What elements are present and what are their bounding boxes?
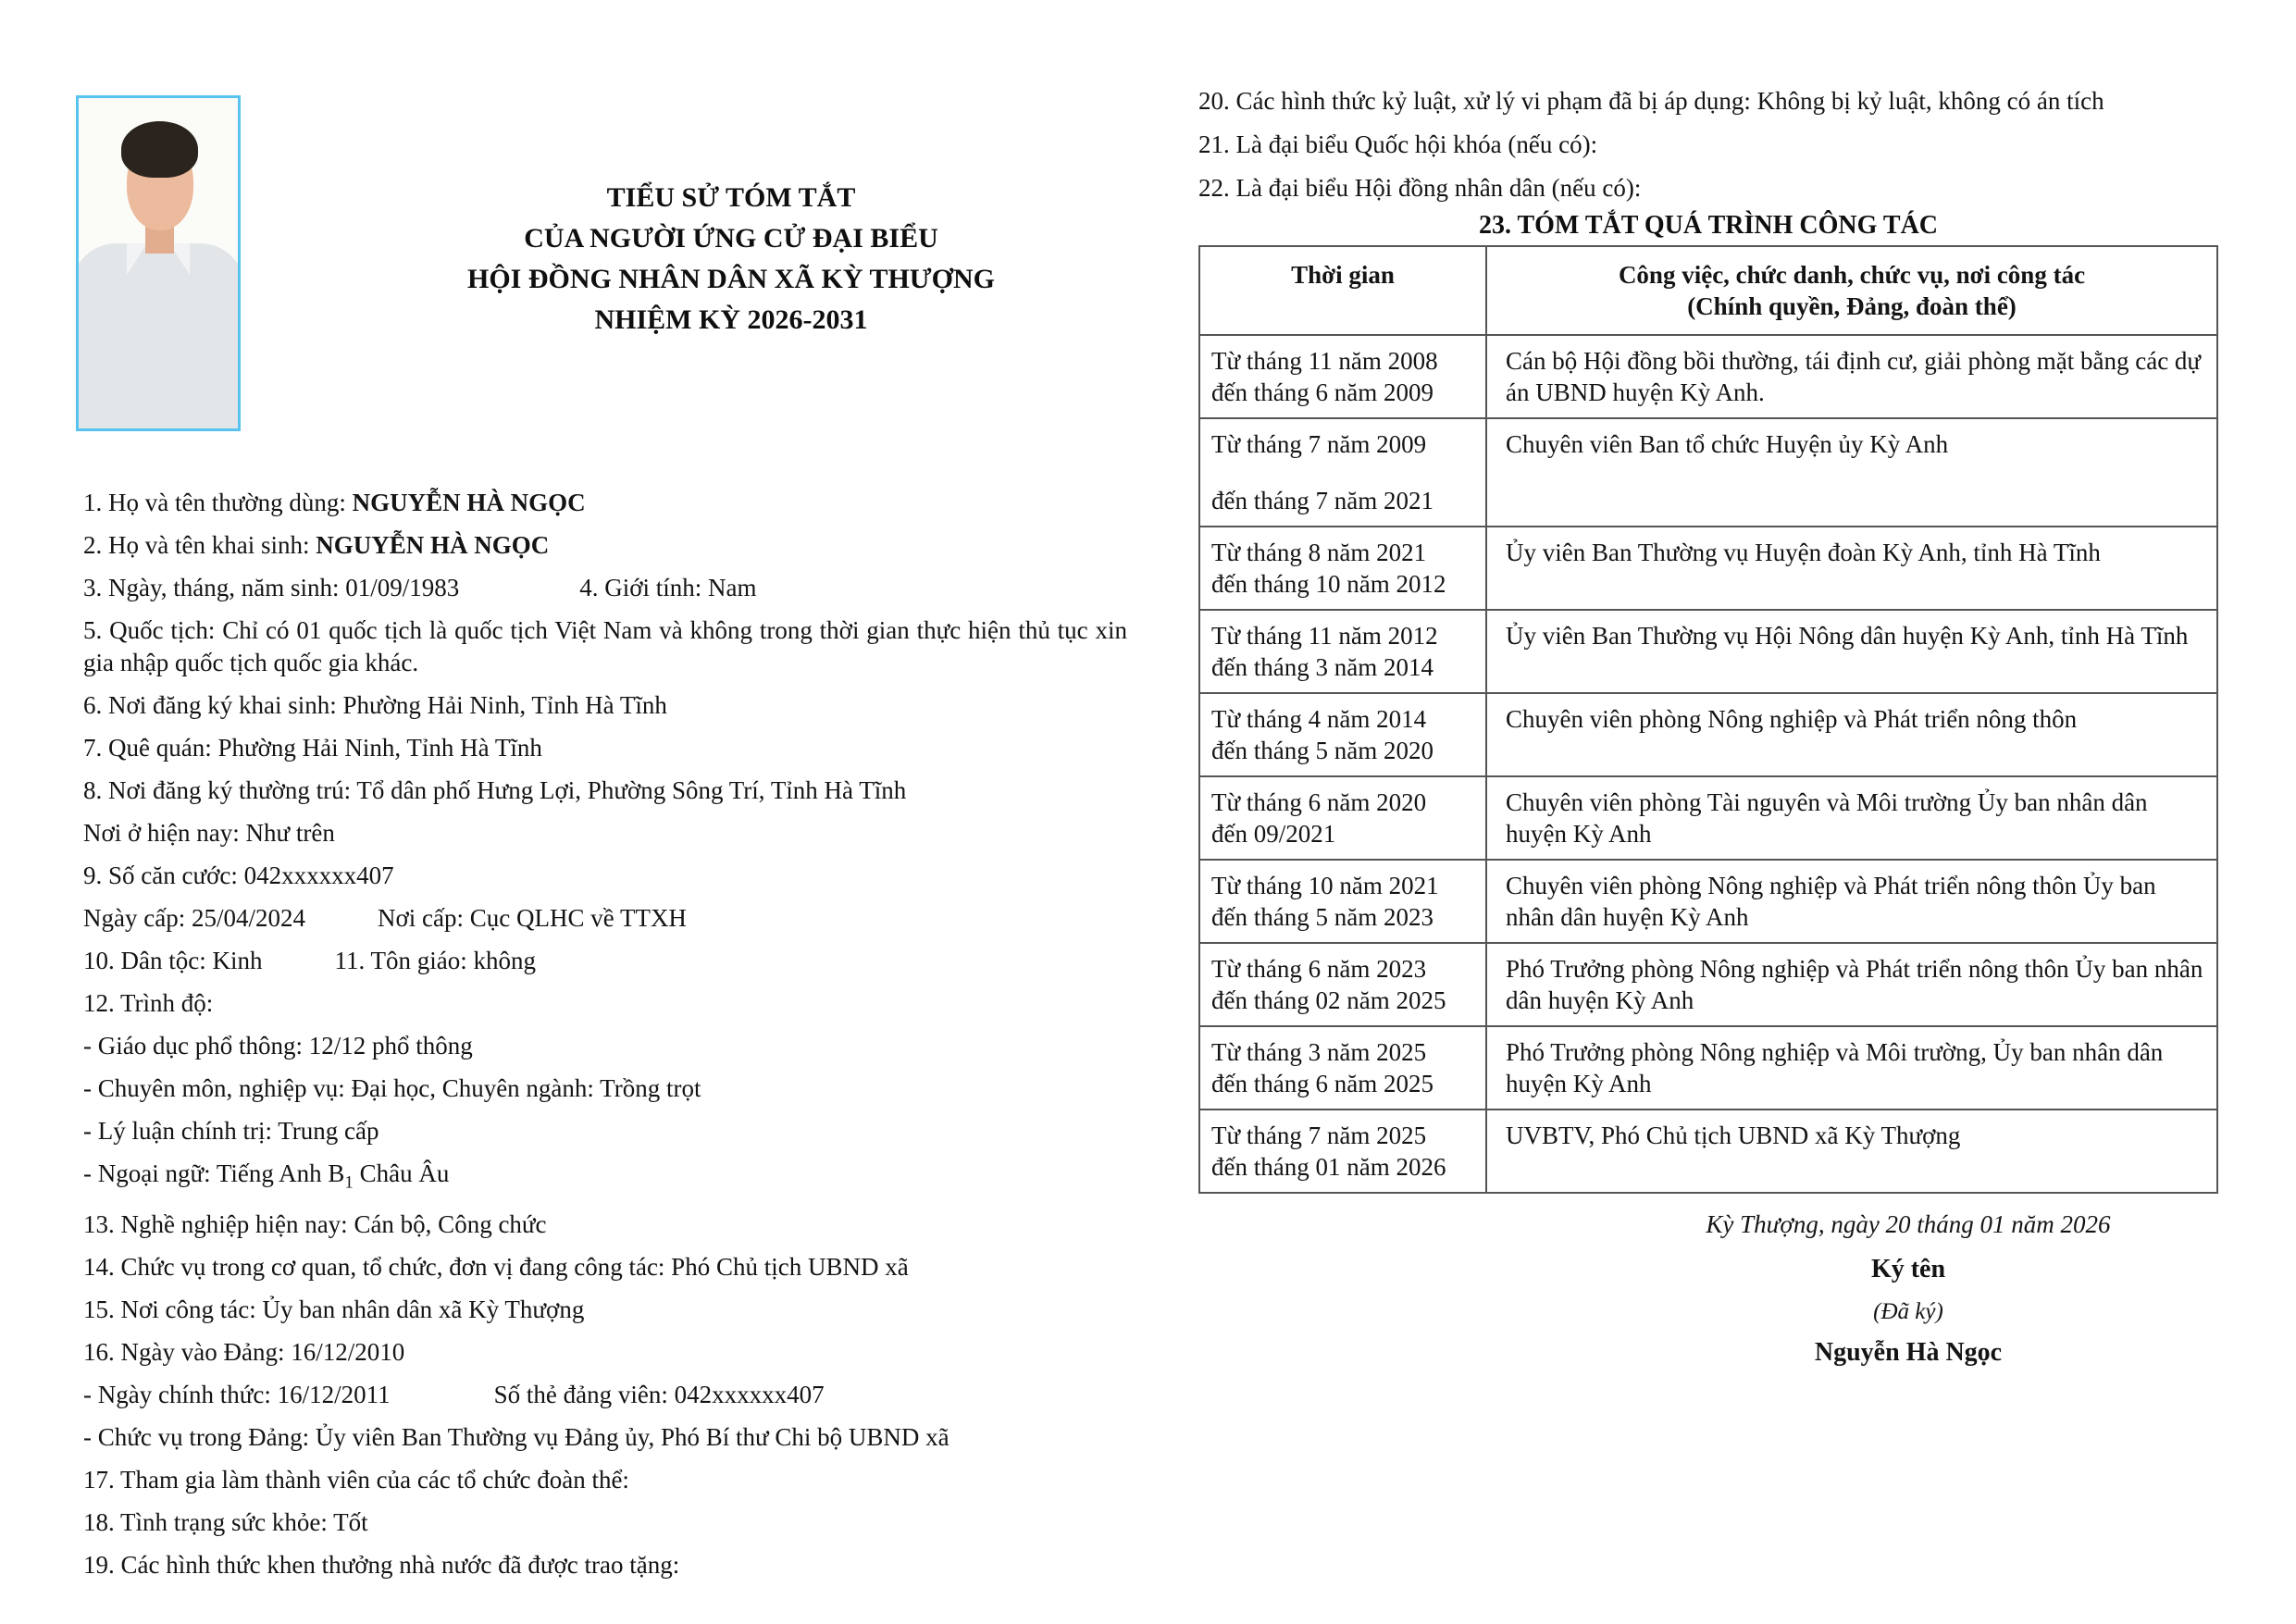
career-row [1199, 527, 2217, 610]
text-segment: 17. Tham gia làm thành viên của các tổ chức đoàn thể: [83, 1466, 629, 1494]
text-segment: 14. Chức vụ trong cơ quan, tổ chức, đơn vị đang công tác: Phó Chủ tịch UBND xã [83, 1253, 909, 1282]
time-cell [1199, 418, 1486, 527]
time-line: Từ tháng 11 năm 2012 [1211, 622, 1438, 650]
text-segment: 11. Tôn giáo: không [334, 947, 536, 974]
career-row [1199, 860, 2217, 943]
list-item [83, 1379, 1127, 1411]
time-line: Từ tháng 11 năm 2008 [1211, 347, 1438, 375]
text-segment: 10. Dân tộc: Kinh [83, 947, 263, 974]
list-item [83, 1115, 1127, 1147]
text-segment: Châu Âu [353, 1159, 450, 1187]
time-line: đến tháng 10 năm 2012 [1211, 570, 1446, 598]
time-line: Từ tháng 6 năm 2020 [1211, 788, 1427, 816]
text-segment: Nơi ở hiện nay: Như trên [83, 819, 335, 847]
time-line: Từ tháng 10 năm 2021 [1211, 872, 1439, 899]
text-segment: 1 [344, 1172, 354, 1193]
list-item [83, 614, 1127, 679]
title-line-1: TIỂU SỬ TÓM TẮT [606, 182, 856, 213]
time-line: đến tháng 6 năm 2009 [1211, 378, 1433, 406]
text-segment: 3. Ngày, tháng, năm sinh: 01/09/1983 [83, 574, 460, 601]
list-item [83, 945, 1127, 977]
signature-place-date: Kỳ Thượng, ngày 20 tháng 01 năm 2026 [1706, 1210, 2111, 1238]
list-item [83, 1158, 1127, 1198]
time-line: đến tháng 5 năm 2020 [1211, 737, 1433, 764]
text-segment: 1. Họ và tên thường dùng: [83, 489, 353, 516]
text-segment: Ngày cấp: 25/04/2024 [83, 904, 305, 932]
time-cell [1199, 1110, 1486, 1193]
time-cell [1199, 943, 1486, 1026]
title-line-4: NHIỆM KỲ 2026-2031 [594, 304, 868, 335]
time-line: đến tháng 5 năm 2023 [1211, 903, 1433, 931]
time-line: Từ tháng 7 năm 2009 [1211, 430, 1427, 458]
personal-info-list [83, 487, 1127, 1592]
text-segment: 22. Là đại biểu Hội đồng nhân dân (nếu có): [1198, 174, 1642, 202]
text-segment: 7. Quê quán: Phường Hải Ninh, Tỉnh Hà Tĩnh [83, 734, 542, 762]
work-cell: Ủy viên Ban Thường vụ Huyện đoàn Kỳ Anh, tỉnh Hà Tĩnh [1486, 527, 2217, 610]
list-item [83, 987, 1127, 1020]
time-line: Từ tháng 7 năm 2025 [1211, 1122, 1427, 1149]
list-item [1198, 172, 2233, 205]
text-segment: NGUYỄN HÀ NGỌC [352, 489, 586, 516]
list-item [83, 487, 1127, 519]
signature-block [1584, 1210, 2232, 1368]
title-line-3: HỘI ĐỒNG NHÂN DÂN XÃ KỲ THƯỢNG [466, 264, 995, 294]
title-line-2: CỦA NGƯỜI ỨNG CỬ ĐẠI BIỂU [524, 223, 938, 254]
list-item [83, 1294, 1127, 1326]
work-cell: Phó Trưởng phòng Nông nghiệp và Môi trường, Ủy ban nhân dân huyện Kỳ Anh [1486, 1026, 2217, 1110]
text-segment: 16. Ngày vào Đảng: 16/12/2010 [83, 1338, 405, 1367]
time-line: Từ tháng 8 năm 2021 [1211, 539, 1427, 566]
career-row [1199, 1026, 2217, 1110]
career-row [1199, 610, 2217, 693]
time-line: đến tháng 01 năm 2026 [1211, 1153, 1446, 1181]
list-item [1198, 85, 2233, 118]
list-item [83, 775, 1127, 807]
list-item [83, 1464, 1127, 1496]
time-cell [1199, 527, 1486, 610]
work-cell: Ủy viên Ban Thường vụ Hội Nông dân huyện Kỳ Anh, tỉnh Hà Tĩnh [1486, 610, 2217, 693]
time-cell [1199, 776, 1486, 860]
time-cell [1199, 335, 1486, 418]
time-line: Từ tháng 6 năm 2023 [1211, 955, 1427, 983]
list-item [1198, 129, 2233, 161]
signature-label: Ký tên [1870, 1255, 1946, 1283]
time-line: đến tháng 7 năm 2021 [1211, 487, 1433, 514]
time-cell [1199, 693, 1486, 776]
list-item [83, 817, 1127, 849]
work-cell: Phó Trưởng phòng Nông nghiệp và Phát triển nông thôn Ủy ban nhân dân huyện Kỳ Anh [1486, 943, 2217, 1026]
list-item [83, 860, 1127, 892]
text-segment: 12. Trình độ: [83, 989, 214, 1017]
list-item [83, 1072, 1127, 1105]
career-history-table [1198, 245, 2218, 1194]
photo-hair [121, 121, 198, 178]
time-line: Từ tháng 3 năm 2025 [1211, 1038, 1427, 1066]
list-item [83, 572, 1127, 604]
time-cell [1199, 860, 1486, 943]
work-cell: Chuyên viên phòng Nông nghiệp và Phát triển nông thôn Ủy ban nhân dân huyện Kỳ Anh [1486, 860, 2217, 943]
career-row [1199, 693, 2217, 776]
text-segment: 19. Các hình thức khen thưởng nhà nước đã được trao tặng: [83, 1551, 680, 1580]
list-item [83, 1030, 1127, 1062]
portrait-photo [76, 95, 241, 431]
text-segment: - Chức vụ trong Đảng: Ủy viên Ban Thường vụ Đảng ủy, Phó Bí thư Chi bộ UBND xã [83, 1423, 949, 1452]
list-item [83, 1549, 1127, 1581]
work-cell: Chuyên viên Ban tổ chức Huyện ủy Kỳ Anh [1486, 418, 2217, 527]
time-cell [1199, 610, 1486, 693]
work-cell: Chuyên viên phòng Nông nghiệp và Phát triển nông thôn [1486, 693, 2217, 776]
career-row [1199, 1110, 2217, 1193]
list-item [83, 529, 1127, 562]
list-item [83, 1251, 1127, 1283]
text-segment: 4. Giới tính: Nam [579, 574, 757, 601]
list-item [83, 902, 1127, 935]
text-segment: NGUYỄN HÀ NGỌC [316, 531, 550, 559]
work-cell: Chuyên viên phòng Tài nguyên và Môi trường Ủy ban nhân dân huyện Kỳ Anh [1486, 776, 2217, 860]
column-header-work-line1: Công việc, chức danh, chức vụ, nơi công tác [1618, 261, 2086, 289]
column-header-work-line2: (Chính quyền, Đảng, đoàn thể) [1687, 292, 2017, 320]
column-header-time: Thời gian [1199, 246, 1486, 335]
text-segment: Số thẻ đảng viên: 042xxxxxx407 [493, 1381, 825, 1409]
text-segment: - Chuyên môn, nghiệp vụ: Đại học, Chuyên ngành: Trồng trọt [83, 1074, 701, 1102]
work-cell: UVBTV, Phó Chủ tịch UBND xã Kỳ Thượng [1486, 1110, 2217, 1193]
list-item [83, 1209, 1127, 1241]
photo-shirt [76, 243, 241, 428]
time-line: đến 09/2021 [1211, 820, 1336, 848]
text-segment: - Giáo dục phổ thông: 12/12 phổ thông [83, 1032, 473, 1060]
text-segment: Nơi cấp: Cục QLHC về TTXH [377, 904, 687, 932]
text-segment: 13. Nghề nghiệp hiện nay: Cán bộ, Công chức [83, 1210, 547, 1239]
time-line: đến tháng 3 năm 2014 [1211, 653, 1433, 681]
career-table-heading: 23. TÓM TẮT QUÁ TRÌNH CÔNG TÁC [1478, 211, 1939, 240]
time-line: đến tháng 02 năm 2025 [1211, 986, 1446, 1014]
time-line: đến tháng 6 năm 2025 [1211, 1070, 1433, 1097]
signature-name: Nguyễn Hà Ngọc [1814, 1338, 2003, 1367]
text-segment: 15. Nơi công tác: Ủy ban nhân dân xã Kỳ Thượng [83, 1295, 585, 1324]
text-segment: 5. Quốc tịch: Chỉ có 01 quốc tịch là quốc tịch Việt Nam và không trong thời gian thực hiện thủ tục xin gia nhập quốc tịch quốc gia khác. [83, 616, 1127, 676]
text-segment: - Lý luận chính trị: Trung cấp [83, 1117, 379, 1145]
career-row [1199, 776, 2217, 860]
work-cell: Cán bộ Hội đồng bồi thường, tái định cư, giải phòng mặt bằng các dự án UBND huyện Kỳ Anh. [1486, 335, 2217, 418]
text-segment: 20. Các hình thức kỷ luật, xử lý vi phạm đã bị áp dụng: Không bị kỷ luật, không có án tích [1198, 87, 2104, 115]
additional-info-list [1198, 85, 2233, 216]
list-item [83, 1506, 1127, 1539]
time-line: Từ tháng 4 năm 2014 [1211, 705, 1427, 733]
career-row [1199, 418, 2217, 527]
column-header-work [1486, 246, 2217, 335]
text-segment: 6. Nơi đăng ký khai sinh: Phường Hải Ninh, Tỉnh Hà Tĩnh [83, 691, 667, 719]
list-item [83, 1336, 1127, 1369]
career-table-header-row [1199, 246, 2217, 335]
text-segment: 18. Tình trạng sức khỏe: Tốt [83, 1508, 368, 1537]
career-row [1199, 943, 2217, 1026]
text-segment: - Ngày chính thức: 16/12/2011 [83, 1381, 391, 1409]
list-item [83, 732, 1127, 764]
document-title [324, 178, 1138, 341]
text-segment: 8. Nơi đăng ký thường trú: Tổ dân phố Hưng Lợi, Phường Sông Trí, Tỉnh Hà Tĩnh [83, 776, 907, 804]
text-segment: 9. Số căn cước: 042xxxxxx407 [83, 862, 394, 889]
list-item [83, 1421, 1127, 1454]
text-segment: 2. Họ và tên khai sinh: [83, 531, 316, 559]
text-segment: - Ngoại ngữ: Tiếng Anh B [83, 1159, 345, 1187]
career-row [1199, 335, 2217, 418]
signature-signed-note: (Đã ký) [1873, 1299, 1943, 1324]
photo-collar-left [127, 243, 147, 275]
list-item [83, 689, 1127, 722]
time-cell [1199, 1026, 1486, 1110]
text-segment: 21. Là đại biểu Quốc hội khóa (nếu có): [1198, 130, 1598, 158]
